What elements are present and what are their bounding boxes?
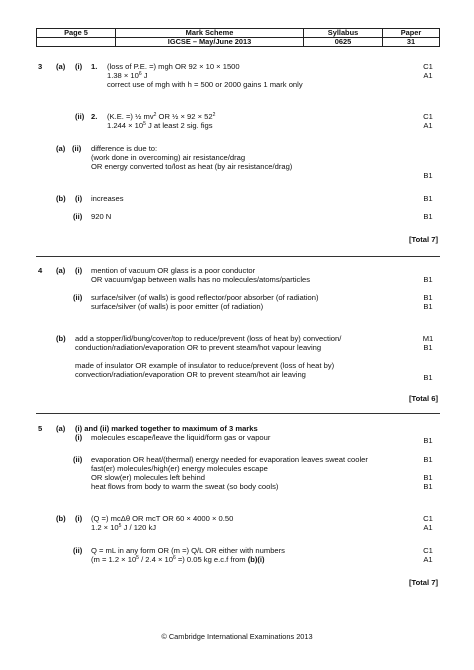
mark: C1	[423, 62, 433, 71]
question-total: [Total 7]	[409, 235, 438, 244]
answer-line: (K.E. =) ½ $mv^2$ OR ½ × $92 \times 52^2$	[107, 112, 216, 121]
mark: B1	[423, 171, 433, 180]
answer-line: conduction/radiation/evaporation OR to prevent steam/hot vapour leaving	[75, 343, 322, 352]
mark: B1	[423, 482, 433, 491]
question-total: [Total 6]	[409, 394, 438, 403]
mark: B1	[423, 343, 433, 352]
answer-line: heat flows from body to warm the sweat (so body cools)	[91, 482, 279, 491]
answer-line: (Q =) mcΔθ OR mcT OR 60 × 4000 × 0.50	[91, 514, 234, 523]
paper-label: Paper	[383, 29, 440, 38]
point-label: 2.	[91, 112, 98, 121]
answer-line: surface/silver (of walls) is poor emitter (of radiation)	[91, 302, 264, 311]
mark: C1	[423, 546, 433, 555]
exam-session: IGCSE – May/June 2013	[116, 38, 304, 47]
part-label: (b)	[56, 514, 66, 523]
mark: A1	[423, 121, 433, 130]
answer-line: molecules escape/leave the liquid/form gas or vapour	[91, 433, 271, 442]
answer-line: add a stopper/lid/bung/cover/top to reduce/prevent (loss of heat by) convection/	[75, 334, 342, 343]
syllabus-code: 0625	[304, 38, 383, 47]
part-label: (a)	[56, 62, 66, 71]
mark: C1	[423, 112, 433, 121]
subpart-label: (i)	[75, 433, 83, 442]
mark: A1	[423, 555, 433, 564]
answer-line: surface/silver (of walls) is good reflector/poor absorber (of radiation)	[91, 293, 319, 302]
copyright-footer: © Cambridge International Examinations 2013	[161, 632, 313, 641]
mark: M1	[422, 334, 434, 343]
marking-instruction: (i) and (ii) marked together to maximum of 3 marks	[75, 424, 258, 433]
header-table	[36, 28, 440, 47]
answer-line: (loss of P.E. =) mgh OR 92 × 10 × 1500	[107, 62, 240, 71]
subpart-label: (i)	[75, 62, 83, 71]
answer-line: made of insulator OR example of insulator to reduce/prevent (loss of heat by)	[75, 361, 335, 370]
answer-line: $1.244 \times 10^5$ J at least 2 sig. figs	[107, 121, 213, 130]
mark: B1	[423, 293, 433, 302]
part-label: (b)	[56, 334, 66, 343]
question-total: [Total 7]	[409, 578, 438, 587]
mark: B1	[423, 212, 433, 221]
divider	[36, 256, 440, 257]
mark: A1	[423, 523, 433, 532]
page-number: Page 5	[37, 29, 116, 38]
subpart-label: (ii)	[75, 112, 85, 121]
point-label: 1.	[91, 62, 98, 71]
subpart-label: (i)	[75, 266, 83, 275]
question-number: 5	[38, 424, 43, 433]
answer-line: evaporation OR heat/(thermal) energy needed for evaporation leaves sweat cooler	[91, 455, 368, 464]
answer-line: Q = mL in any form OR (m =) Q/L OR either with numbers	[91, 546, 285, 555]
answer-line: OR slow(er) molecules left behind	[91, 473, 205, 482]
answer-line: ($m = 1.2 \times 10^5 / 2.4 \times 10^6$ =) 0.05 kg e.c.f from (b)(i)	[91, 555, 265, 564]
part-label: (a)	[56, 266, 66, 275]
question-number: 4	[38, 266, 43, 275]
answer-line: convection/radiation/evaporation OR to prevent steam/hot air leaving	[75, 370, 306, 379]
document-title: Mark Scheme	[116, 29, 304, 38]
subpart-label: (i)	[75, 194, 83, 203]
mark: B1	[423, 194, 433, 203]
paper-number: 31	[383, 38, 440, 47]
part-label: (a)	[56, 144, 66, 153]
subpart-label: (ii)	[73, 455, 83, 464]
answer-line: $1.38 \times 10^6$ J	[107, 71, 148, 80]
answer-line: OR vacuum/gap between walls has no molecules/atoms/particles	[91, 275, 311, 284]
mark: B1	[423, 455, 433, 464]
subpart-label: (ii)	[72, 144, 82, 153]
subpart-label: (i)	[75, 514, 83, 523]
part-label: (a)	[56, 424, 66, 433]
mark: B1	[423, 473, 433, 482]
answer-line: OR energy converted to/lost as heat (by air resistance/drag)	[91, 162, 293, 171]
part-label: (b)	[56, 194, 66, 203]
mark: B1	[423, 373, 433, 382]
answer-line: mention of vacuum OR glass is a poor conductor	[91, 266, 256, 275]
answer-line: (work done in overcoming) air resistance/drag	[91, 153, 246, 162]
subpart-label: (ii)	[73, 212, 83, 221]
answer-line: difference is due to:	[91, 144, 158, 153]
mark: A1	[423, 71, 433, 80]
mark: B1	[423, 436, 433, 445]
answer-line: fast(er) molecules/high(er) energy molecules escape	[91, 464, 268, 473]
divider	[36, 413, 440, 414]
mark: B1	[423, 275, 433, 284]
subpart-label: (ii)	[73, 293, 83, 302]
question-number: 3	[38, 62, 43, 71]
subpart-label: (ii)	[73, 546, 83, 555]
answer-line: increases	[91, 194, 124, 203]
mark: B1	[423, 302, 433, 311]
mark: C1	[423, 514, 433, 523]
answer-note: correct use of mgh with h = 500 or 2000 gains 1 mark only	[107, 80, 303, 89]
answer-line: $1.2 \times 10^5$ J / 120 kJ	[91, 523, 157, 532]
syllabus-label: Syllabus	[304, 29, 383, 38]
answer-line: 920 N	[91, 212, 112, 221]
